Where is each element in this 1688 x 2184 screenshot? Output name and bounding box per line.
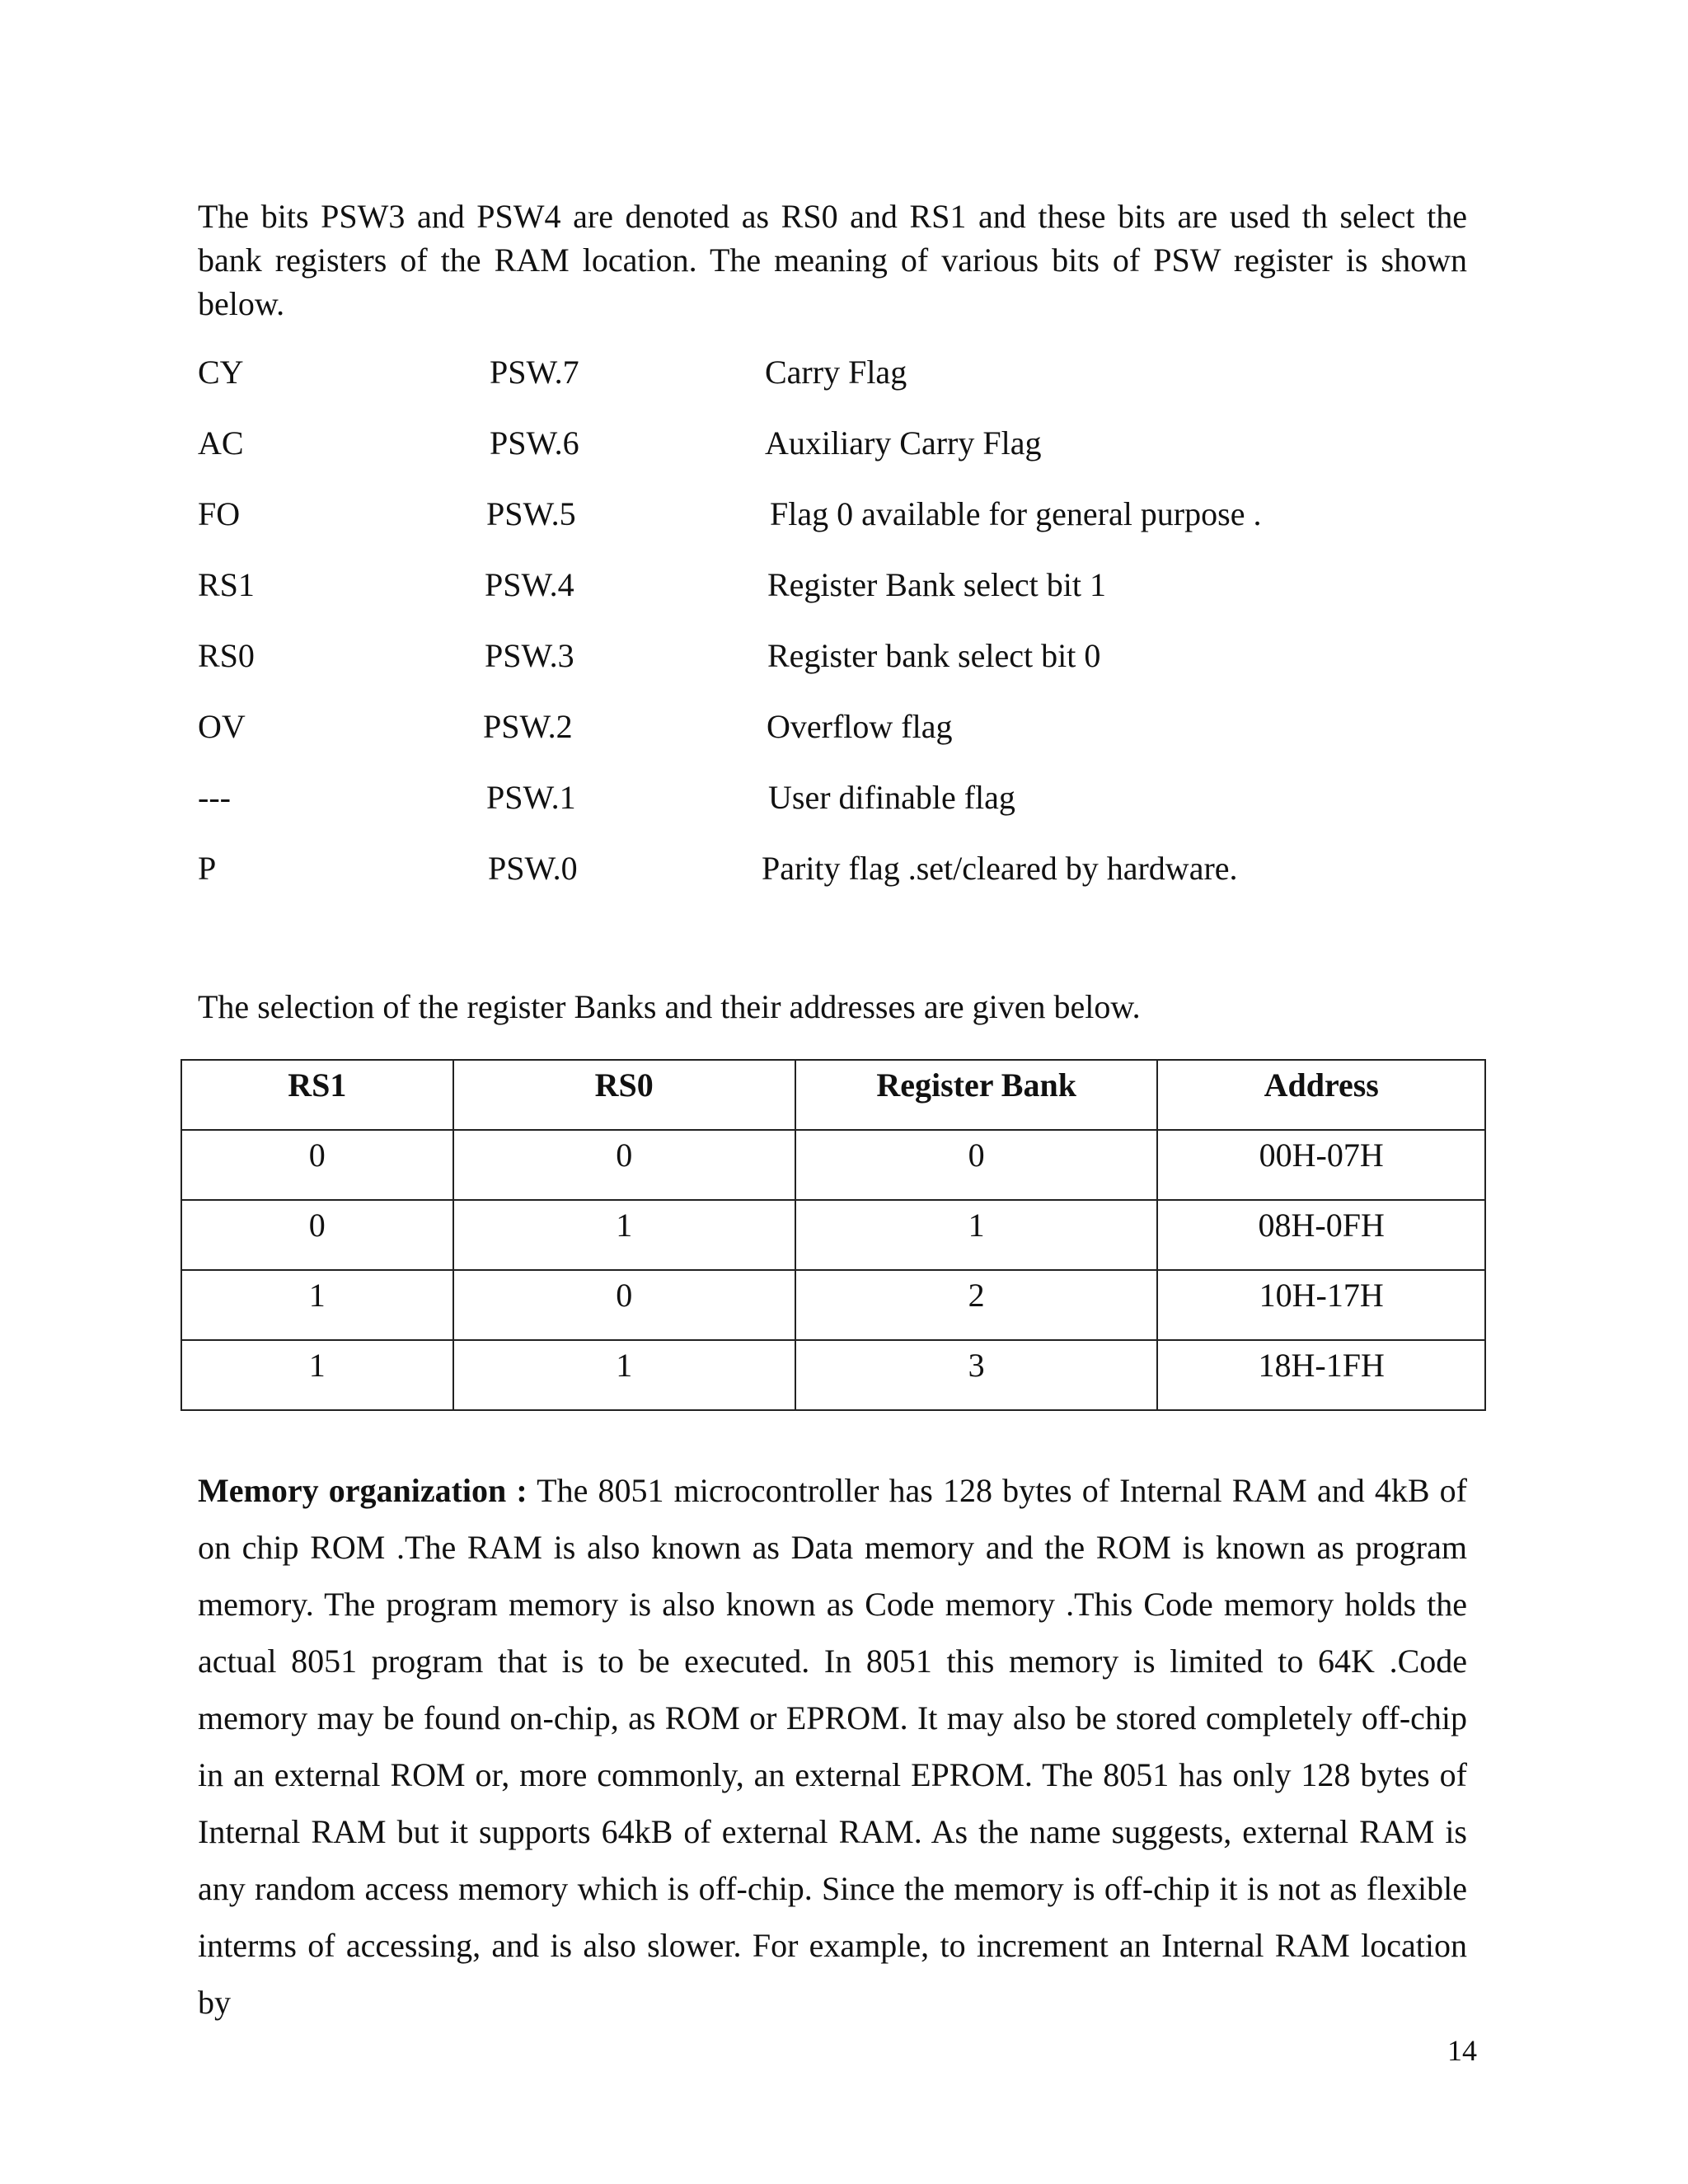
- bank-table-caption: The selection of the register Banks and their addresses are given below.: [198, 988, 1141, 1025]
- cell-address: 08H-0FH: [1157, 1200, 1485, 1270]
- psw-bit-position: PSW.3: [485, 637, 574, 674]
- psw-bit-position: PSW.6: [490, 424, 579, 462]
- psw-bit-name: P: [198, 850, 217, 887]
- psw-bit-name: RS0: [198, 637, 255, 674]
- psw-bit-position: PSW.1: [486, 779, 576, 816]
- cell-register-bank: 2: [795, 1270, 1157, 1340]
- psw-bit-row: [198, 849, 1467, 898]
- header-rs1: RS1: [181, 1060, 453, 1130]
- psw-bit-row: [198, 353, 1467, 402]
- cell-address: 10H-17H: [1157, 1270, 1485, 1340]
- psw-bit-row: [198, 636, 1467, 686]
- psw-bit-meaning: Auxiliary Carry Flag: [765, 424, 1042, 462]
- psw-bit-name: OV: [198, 708, 246, 745]
- register-bank-table: [181, 1059, 1486, 1411]
- cell-rs1: 0: [181, 1130, 453, 1200]
- table-row: [181, 1270, 1485, 1340]
- psw-bit-meaning: Register bank select bit 0: [767, 637, 1101, 674]
- psw-bit-position: PSW.4: [485, 566, 574, 603]
- psw-bit-meaning: Parity flag .set/cleared by hardware.: [762, 850, 1238, 887]
- cell-rs0: 1: [453, 1340, 795, 1410]
- psw-bit-position: PSW.0: [488, 850, 578, 887]
- psw-bit-meaning: Carry Flag: [765, 354, 907, 391]
- memory-organization-heading: Memory organization :: [198, 1472, 528, 1509]
- cell-register-bank: 0: [795, 1130, 1157, 1200]
- table-row: [181, 1130, 1485, 1200]
- cell-address: 18H-1FH: [1157, 1340, 1485, 1410]
- cell-register-bank: 1: [795, 1200, 1157, 1270]
- table-header-row: [181, 1060, 1485, 1130]
- header-register-bank: Register Bank: [795, 1060, 1157, 1130]
- table-row: [181, 1340, 1485, 1410]
- memory-organization-paragraph: [198, 1462, 1467, 2031]
- intro-paragraph: The bits PSW3 and PSW4 are denoted as RS0 and RS1 and these bits are used th select the bank registers of the RAM location. The meaning of various bits of PSW register is shown below.: [198, 198, 1467, 322]
- psw-bit-name: CY: [198, 354, 244, 391]
- memory-organization-body: The 8051 microcontroller has 128 bytes of Internal RAM and 4kB of on chip ROM .The RAM is also known as Data memory and the ROM is known as program memory. The program memory is also known as Code memory .This Code memory holds the actual 8051 program that is to be executed. In 8051 this memory is limited to 64K .Code memory may be found on-chip, as ROM or EPROM. It may also be stored completely off-chip in an external ROM or, more commonly, an external EPROM. The 8051 has only 128 bytes of Internal RAM but it supports 64kB of external RAM. As the name suggests, external RAM is any random access memory which is off-chip. Since the memory is off-chip it is not as flexible interms of accessing, and is also slower. For example, to increment an Internal RAM location by: [198, 1472, 1467, 2021]
- cell-rs0: 1: [453, 1200, 795, 1270]
- header-address: Address: [1157, 1060, 1485, 1130]
- cell-rs0: 0: [453, 1130, 795, 1200]
- psw-bit-row: [198, 565, 1467, 615]
- psw-bit-name: AC: [198, 424, 244, 462]
- cell-register-bank: 3: [795, 1340, 1157, 1410]
- cell-rs1: 1: [181, 1340, 453, 1410]
- psw-bit-name: ---: [198, 779, 231, 816]
- psw-bit-meaning: Register Bank select bit 1: [767, 566, 1107, 603]
- psw-bit-position: PSW.7: [490, 354, 579, 391]
- psw-bit-row: [198, 707, 1467, 757]
- table-row: [181, 1200, 1485, 1270]
- cell-address: 00H-07H: [1157, 1130, 1485, 1200]
- psw-bit-meaning: User difinable flag: [768, 779, 1015, 816]
- cell-rs0: 0: [453, 1270, 795, 1340]
- psw-bit-position: PSW.5: [486, 495, 576, 532]
- page-number: 14: [1447, 2034, 1477, 2067]
- psw-bit-position: PSW.2: [483, 708, 573, 745]
- psw-bit-row: [198, 424, 1467, 473]
- psw-bit-name: RS1: [198, 566, 255, 603]
- psw-bit-name: FO: [198, 495, 241, 532]
- psw-bit-meaning: Flag 0 available for general purpose .: [770, 495, 1262, 532]
- psw-bit-meaning: Overflow flag: [767, 708, 953, 745]
- psw-bit-row: [198, 494, 1467, 544]
- psw-bit-row: [198, 778, 1467, 827]
- cell-rs1: 1: [181, 1270, 453, 1340]
- header-rs0: RS0: [453, 1060, 795, 1130]
- cell-rs1: 0: [181, 1200, 453, 1270]
